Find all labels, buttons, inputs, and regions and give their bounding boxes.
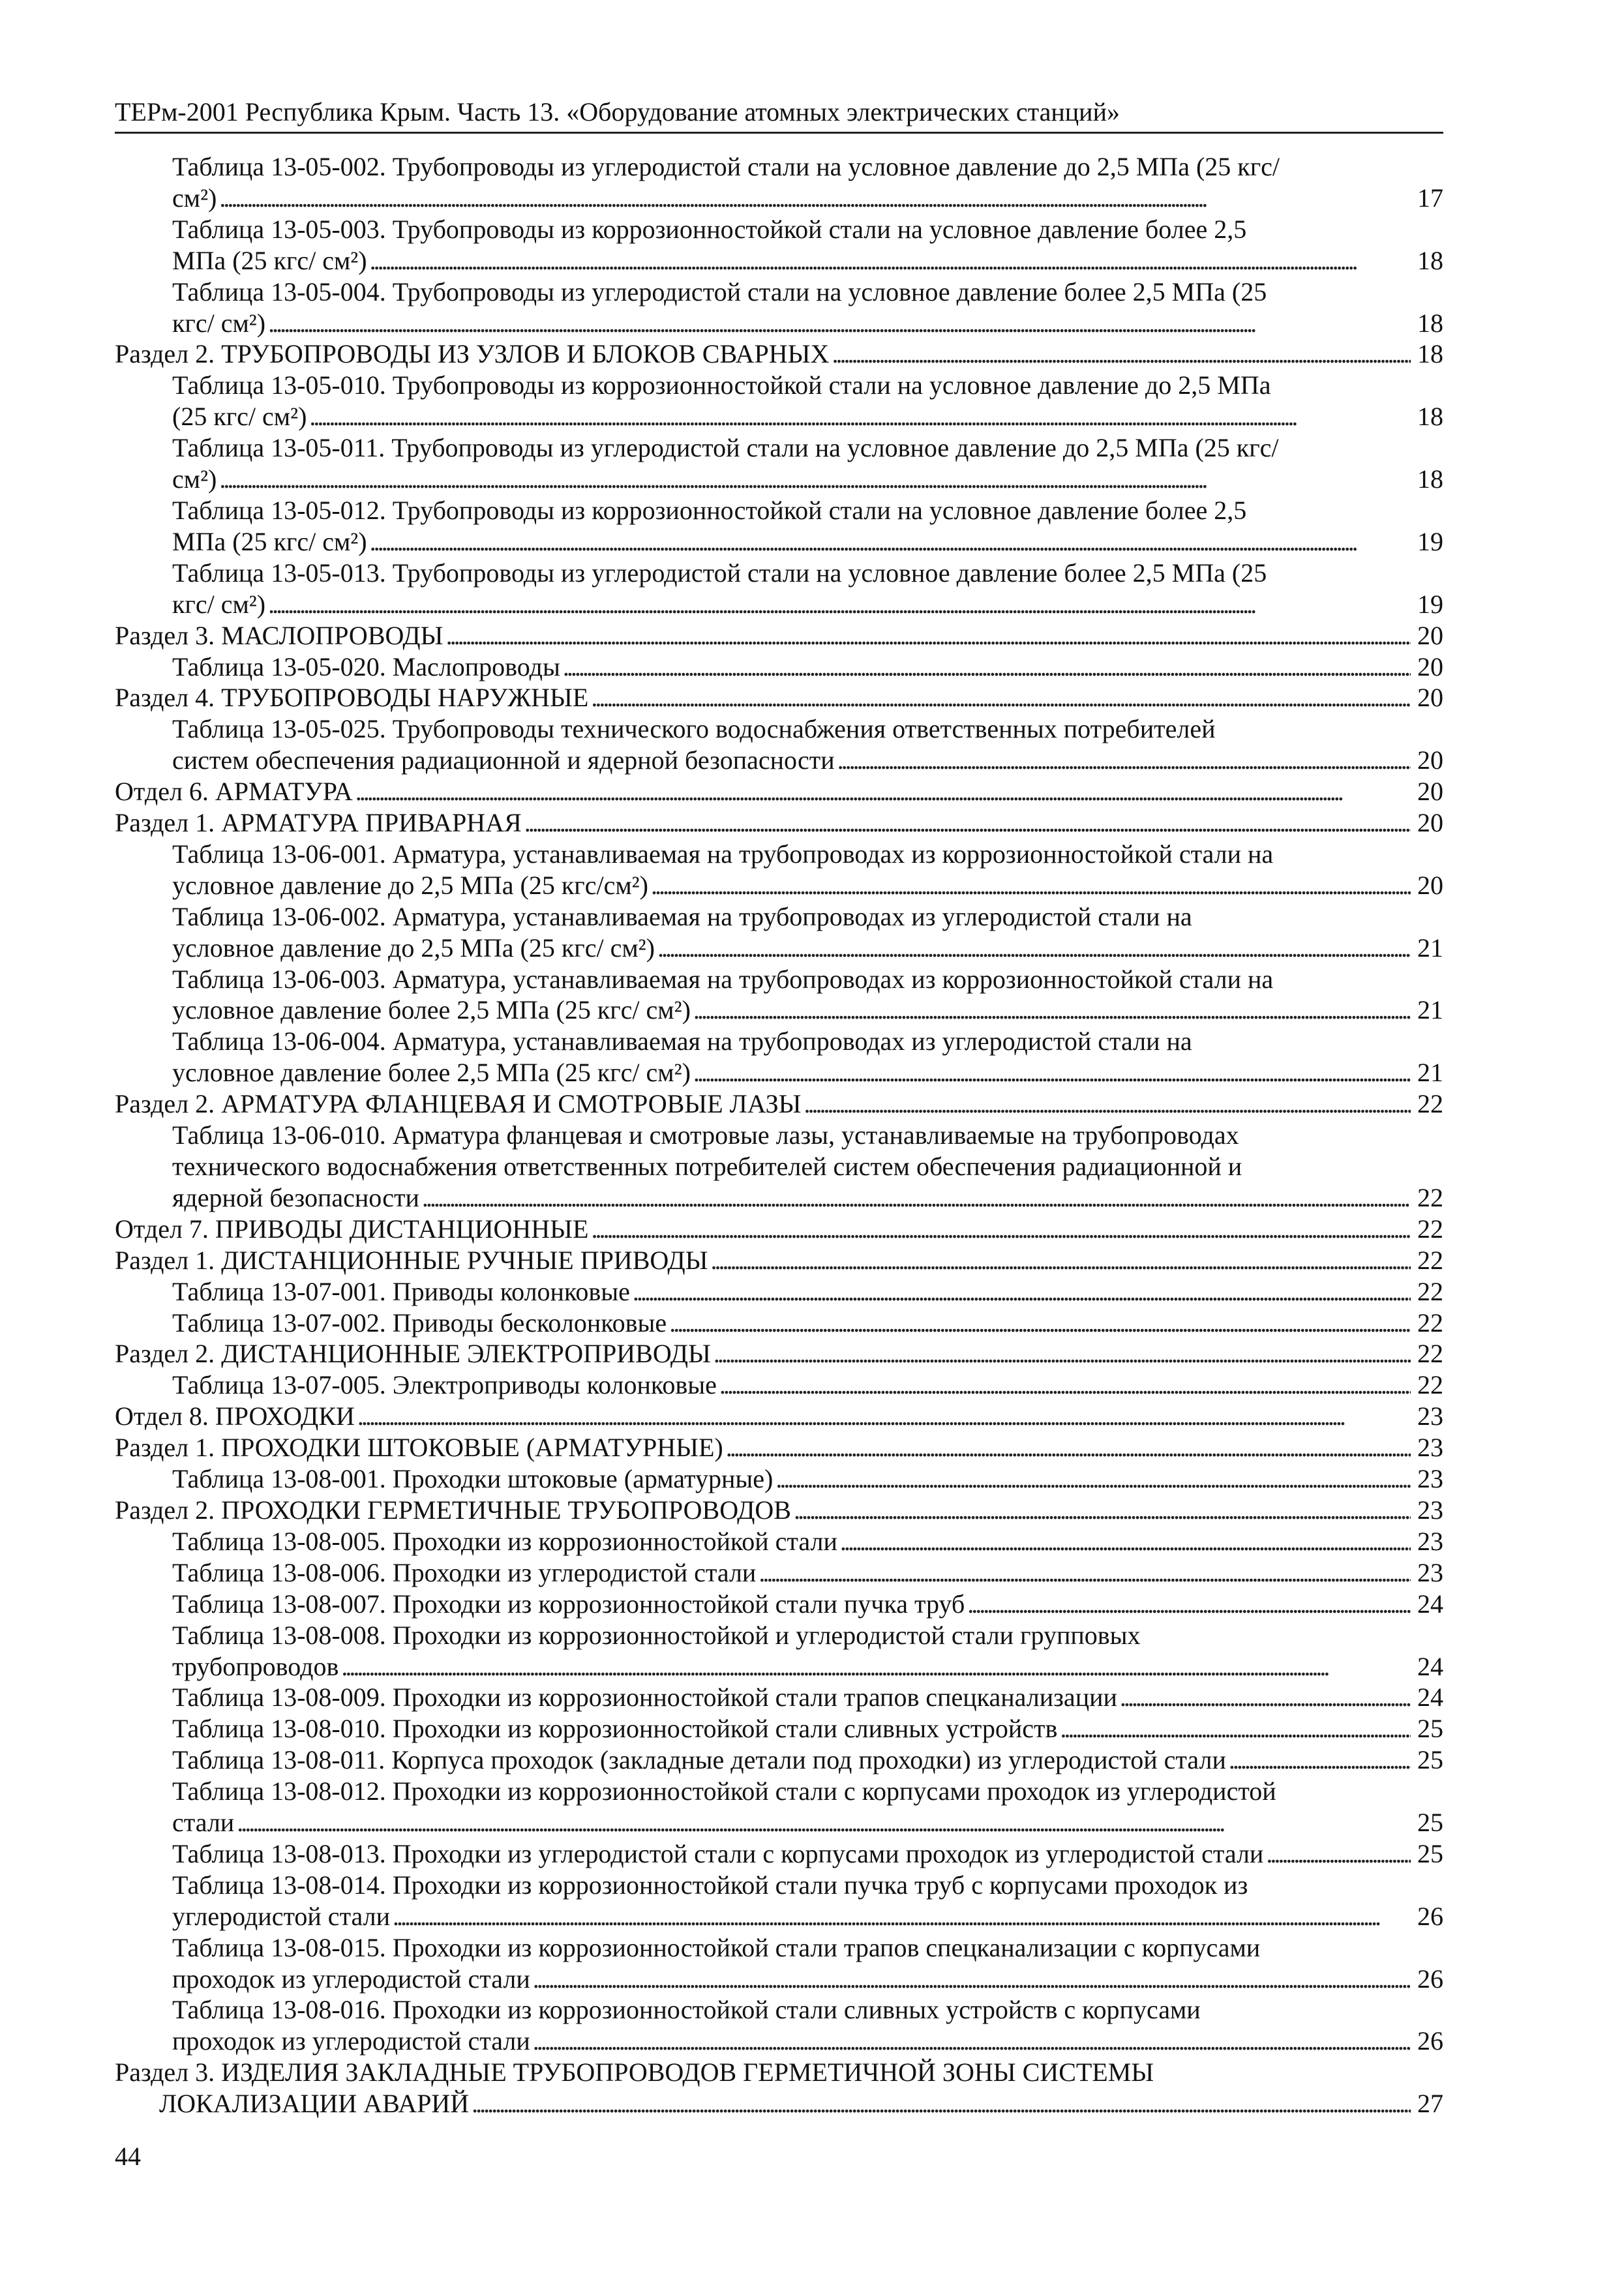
toc-page-number: 23 [1417,1526,1443,1556]
toc-table-entry[interactable] [172,1713,1443,1744]
toc-section-entry[interactable] [115,1432,1443,1463]
dot-leader [422,1182,1411,1214]
toc-section-entry[interactable] [115,620,1443,651]
dot-leader [775,1463,1411,1495]
toc-entry-title: Таблица 13-08-009. Проходки из коррозионностойкой стали трапов спецканализации [172,1683,1117,1713]
dot-leader [837,745,1411,776]
toc-entry-title-continued: см²) [172,183,217,213]
dot-leader [370,526,1411,558]
toc-entry-title: Таблица 13-08-005. Проходки из коррозионностойкой стали [172,1526,837,1556]
toc-section-entry[interactable] [115,2057,1443,2119]
toc-table-entry[interactable] [172,558,1443,620]
toc-entry-title: Таблица 13-05-002. Трубопроводы из углеродистой стали на условное давление до 2,5 МПа (25 кгс/ [172,152,1280,181]
dot-leader [657,933,1411,964]
dot-leader [472,2088,1411,2119]
toc-page-number: 22 [1417,1089,1443,1119]
toc-entry-title: Раздел 1. АРМАТУРА ПРИВАРНАЯ [115,808,522,838]
toc-entry-title-continued: МПа (25 кгс/ см²) [172,526,367,556]
toc-page-number: 21 [1417,995,1443,1025]
toc-entry-title-continued: проходок из углеродистой стали [172,2026,530,2056]
toc-page-number: 21 [1417,1058,1443,1088]
toc-table-entry[interactable] [172,1870,1443,1932]
toc-section-entry[interactable] [115,1338,1443,1369]
toc-entry-title: Раздел 1. ДИСТАНЦИОННЫЕ РУЧНЫЕ ПРИВОДЫ [115,1245,708,1275]
toc-table-entry[interactable] [172,1276,1443,1308]
toc-table-entry[interactable] [172,370,1443,432]
toc-table-entry[interactable] [172,651,1443,683]
toc-table-entry[interactable] [172,1120,1443,1214]
toc-table-entry[interactable] [172,277,1443,339]
dot-leader [651,870,1411,901]
toc-entry-title-continued: МПа (25 кгс/ см²) [172,245,367,275]
dot-leader [524,807,1411,839]
dot-leader [268,308,1411,339]
running-header: ТЕРм-2001 Республика Крым. Часть 13. «Оборудование атомных электрических станций» [115,97,1120,127]
dot-leader [219,183,1411,214]
toc-page-number: 25 [1417,1745,1443,1775]
toc-page-number: 20 [1417,683,1443,713]
toc-section-entry[interactable] [115,776,1443,807]
toc-entry-title-continued: условное давление более 2,5 МПа (25 кгс/ см²) [172,995,691,1025]
toc-entry-title: Таблица 13-08-013. Проходки из углеродистой стали с корпусами проходок из углеродистой стали [172,1838,1264,1868]
dot-leader [219,464,1411,495]
toc-page-number: 26 [1417,1901,1443,1931]
toc-table-entry[interactable] [172,1589,1443,1620]
toc-entry-title: Раздел 2. АРМАТУРА ФЛАНЦЕВАЯ И СМОТРОВЫЕ ЛАЗЫ [115,1089,802,1119]
toc-entry-title: Таблица 13-05-011. Трубопроводы из углеродистой стали на условное давление до 2,5 МПа (25 кгс/ [172,433,1279,463]
page-number: 44 [115,2142,141,2171]
toc-table-entry[interactable] [172,1776,1443,1838]
toc-entry-title-continued: условное давление более 2,5 МПа (25 кгс/ см²) [172,1058,691,1088]
dot-leader [633,1276,1411,1308]
toc-page-number: 22 [1417,1245,1443,1275]
toc-page-number: 22 [1417,1182,1443,1212]
toc-entry-title-continued: систем обеспечения радиационной и ядерной безопасности [172,745,835,775]
toc-table-entry[interactable] [172,1463,1443,1495]
dot-leader [967,1589,1411,1620]
toc-entry-title-continued: условное давление до 2,5 МПа (25 кгс/ см²) [172,933,655,963]
toc-page-number: 20 [1417,870,1443,900]
toc-section-entry[interactable] [115,807,1443,839]
toc-page-number: 21 [1417,933,1443,963]
toc-page-number: 26 [1417,1964,1443,1994]
dot-leader [237,1807,1411,1838]
toc-entry-title: Таблица 13-08-015. Проходки из коррозионностойкой стали трапов спецканализации с корпусами [172,1932,1261,1962]
toc-page-number: 18 [1417,339,1443,369]
toc-section-entry[interactable] [115,1245,1443,1276]
dot-leader [355,776,1411,807]
toc-page-number: 18 [1417,245,1443,275]
toc-entry-title-continued: условное давление до 2,5 МПа (25 кгс/см²) [172,870,648,900]
toc-page-number: 18 [1417,308,1443,338]
toc-page-number: 19 [1417,526,1443,556]
toc-entry-title: Раздел 4. ТРУБОПРОВОДЫ НАРУЖНЫЕ [115,683,589,713]
toc-entry-title: Таблица 13-08-011. Корпуса проходок (закладные детали под проходки) из углеродистой стали [172,1745,1226,1775]
toc-table-entry[interactable] [172,1308,1443,1339]
toc-table-entry[interactable] [172,901,1443,964]
toc-page-number: 18 [1417,402,1443,432]
toc-page-number: 22 [1417,1214,1443,1244]
toc-page-number: 23 [1417,1495,1443,1525]
toc-entry-title: Таблица 13-08-001. Проходки штоковые (арматурные) [172,1464,774,1494]
toc-page-number: 23 [1417,1433,1443,1463]
toc-entry-title: Таблица 13-05-013. Трубопроводы из углеродистой стали на условное давление более 2,5 МПа (25 [172,558,1267,588]
toc-page-number: 23 [1417,1557,1443,1587]
dot-leader [393,1901,1411,1932]
toc-entry-title: Отдел 7. ПРИВОДЫ ДИСТАНЦИОННЫЕ [115,1214,589,1244]
toc-entry-title: Раздел 1. ПРОХОДКИ ШТОКОВЫЕ (АРМАТУРНЫЕ) [115,1433,723,1463]
toc-entry-title: Таблица 13-07-002. Приводы бесколонковые [172,1308,667,1338]
toc-page-number: 22 [1417,1308,1443,1338]
toc-entry-title: Отдел 8. ПРОХОДКИ [115,1401,355,1431]
toc-page-number: 25 [1417,1838,1443,1868]
toc-page-number: 26 [1417,2026,1443,2056]
dot-leader [341,1651,1411,1683]
toc-entry-title: Таблица 13-05-010. Трубопроводы из коррозионностойкой стали на условное давление до 2,5 МПа [172,370,1271,400]
dot-leader [1229,1744,1411,1776]
toc-entry-title-continued: ядерной безопасности [172,1182,419,1212]
toc-page-number: 22 [1417,1370,1443,1400]
dot-leader [759,1557,1411,1589]
toc-entry-title-continued: проходок из углеродистой стали [172,1964,530,1994]
toc-table-entry[interactable] [172,1994,1443,2057]
toc-page-number: 17 [1417,183,1443,213]
toc-entry-title: Раздел 2. ПРОХОДКИ ГЕРМЕТИЧНЫЕ ТРУБОПРОВОДОВ [115,1495,791,1525]
toc-page-number: 25 [1417,1808,1443,1838]
toc-page-number: 27 [1417,2089,1443,2119]
toc-page-number: 22 [1417,1339,1443,1369]
dot-leader [840,1526,1411,1557]
toc-page-number: 20 [1417,777,1443,807]
toc-entry-title: Таблица 13-06-001. Арматура, устанавливаемая на трубопроводах из коррозионностойкой стали на [172,839,1274,869]
table-of-contents [115,151,1443,2119]
toc-entry-title-continued: технического водоснабжения ответственных потребителей систем обеспечения радиационной и [172,1152,1242,1181]
dot-leader [711,1245,1411,1276]
toc-page-number: 24 [1417,1683,1443,1713]
toc-table-entry[interactable] [172,1682,1443,1713]
toc-entry-title: Раздел 3. ИЗДЕЛИЯ ЗАКЛАДНЫЕ ТРУБОПРОВОДОВ ГЕРМЕТИЧНОЙ ЗОНЫ СИСТЕМЫ [115,2057,1154,2087]
toc-entry-title: Таблица 13-07-001. Приводы колонковые [172,1276,630,1306]
toc-table-entry[interactable] [172,1620,1443,1683]
toc-table-entry[interactable] [172,495,1443,558]
toc-entry-title-continued: стали [172,1808,235,1838]
toc-page-number: 19 [1417,589,1443,619]
toc-table-entry[interactable] [172,1369,1443,1401]
toc-page-number: 20 [1417,808,1443,838]
toc-entry-title: Таблица 13-08-010. Проходки из коррозионностойкой стали сливных устройств [172,1714,1058,1744]
toc-entry-title: Отдел 6. АРМАТУРА [115,777,353,807]
toc-entry-title: Таблица 13-08-014. Проходки из коррозионностойкой стали пучка труб с корпусами проходок из [172,1870,1248,1900]
dot-leader [794,1495,1411,1526]
toc-entry-title: Раздел 2. ДИСТАНЦИОННЫЕ ЭЛЕКТРОПРИВОДЫ [115,1339,711,1369]
dot-leader [832,338,1411,370]
dot-leader [714,1338,1411,1369]
dot-leader [591,1214,1411,1245]
toc-table-entry[interactable] [172,1838,1443,1870]
toc-entry-title: Таблица 13-05-012. Трубопроводы из коррозионностойкой стали на условное давление более 2,5 [172,495,1247,525]
toc-table-entry[interactable] [172,1526,1443,1557]
dot-leader [719,1369,1411,1401]
toc-page-number: 20 [1417,651,1443,681]
dot-leader [370,245,1411,277]
dot-leader [669,1308,1411,1339]
toc-entry-title-continued: (25 кгс/ см²) [172,402,307,432]
toc-table-entry[interactable] [172,1744,1443,1776]
toc-entry-title: Таблица 13-07-005. Электроприводы колонковые [172,1370,717,1400]
toc-page-number: 24 [1417,1651,1443,1681]
toc-table-entry[interactable] [172,713,1443,776]
toc-section-entry[interactable] [115,1214,1443,1245]
toc-entry-title: Таблица 13-05-004. Трубопроводы из углеродистой стали на условное давление более 2,5 МПа (25 [172,277,1267,307]
dot-leader [268,589,1411,620]
toc-section-entry[interactable] [115,338,1443,370]
toc-entry-title-continued: кгс/ см²) [172,589,266,619]
header-rule [115,132,1443,134]
toc-table-entry[interactable] [172,1932,1443,1995]
dot-leader [693,1057,1411,1088]
dot-leader [804,1088,1411,1120]
toc-section-entry[interactable] [115,1495,1443,1526]
toc-page-number: 24 [1417,1589,1443,1619]
dot-leader [563,651,1411,683]
toc-page-number: 23 [1417,1464,1443,1494]
toc-entry-title: Таблица 13-06-010. Арматура фланцевая и смотровые лазы, устанавливаемые на трубопроводах [172,1120,1239,1150]
toc-entry-title-continued: ЛОКАЛИЗАЦИИ АВАРИЙ [159,2089,470,2119]
dot-leader [1266,1838,1411,1870]
toc-page-number: 20 [1417,745,1443,775]
toc-table-entry[interactable] [172,432,1443,495]
dot-leader [591,682,1411,713]
toc-page-number: 25 [1417,1714,1443,1744]
toc-entry-title: Таблица 13-08-016. Проходки из коррозионностойкой стали сливных устройств с корпусами [172,1995,1201,2025]
toc-entry-title: Таблица 13-08-007. Проходки из коррозионностойкой стали пучка труб [172,1589,965,1619]
toc-table-entry[interactable] [172,1557,1443,1589]
dot-leader [309,401,1411,432]
toc-page-number: 22 [1417,1276,1443,1306]
toc-table-entry[interactable] [172,839,1443,901]
toc-entry-title: Таблица 13-05-003. Трубопроводы из коррозионностойкой стали на условное давление более 2,5 [172,214,1247,244]
toc-entry-title: Раздел 3. МАСЛОПРОВОДЫ [115,620,444,650]
toc-entry-title: Таблица 13-06-002. Арматура, устанавливаемая на трубопроводах из углеродистой стали на [172,901,1192,931]
dot-leader [357,1401,1411,1432]
toc-entry-title-continued: трубопроводов [172,1651,339,1681]
toc-table-entry[interactable] [172,1026,1443,1088]
toc-table-entry[interactable] [172,964,1443,1026]
toc-entry-title: Таблица 13-08-012. Проходки из коррозионностойкой стали с корпусами проходок из углеродистой [172,1776,1276,1806]
toc-page-number: 18 [1417,464,1443,494]
toc-section-entry[interactable] [115,1401,1443,1432]
toc-entry-title: Таблица 13-06-004. Арматура, устанавливаемая на трубопроводах из углеродистой стали на [172,1026,1192,1056]
toc-section-entry[interactable] [115,1088,1443,1120]
toc-entry-title-continued: см²) [172,464,217,494]
toc-entry-title: Таблица 13-05-020. Маслопроводы [172,651,560,681]
toc-page-number: 20 [1417,620,1443,650]
toc-page-number: 23 [1417,1401,1443,1431]
toc-entry-title: Таблица 13-06-003. Арматура, устанавливаемая на трубопроводах из коррозионностойкой стали на [172,964,1274,994]
dot-leader [1120,1682,1411,1713]
toc-entry-title-continued: кгс/ см²) [172,308,266,338]
toc-section-entry[interactable] [115,682,1443,713]
toc-table-entry[interactable] [172,151,1443,214]
dot-leader [533,2026,1411,2057]
dot-leader [1060,1713,1411,1744]
toc-entry-title: Раздел 2. ТРУБОПРОВОДЫ ИЗ УЗЛОВ И БЛОКОВ СВАРНЫХ [115,339,830,369]
dot-leader [446,620,1411,651]
dot-leader [726,1432,1411,1463]
toc-entry-title: Таблица 13-05-025. Трубопроводы технического водоснабжения ответственных потребителей [172,714,1216,744]
toc-table-entry[interactable] [172,214,1443,277]
toc-entry-title-continued: углеродистой стали [172,1901,391,1931]
toc-entry-title: Таблица 13-08-006. Проходки из углеродистой стали [172,1557,757,1587]
dot-leader [533,1964,1411,1995]
dot-leader [693,995,1411,1026]
toc-entry-title: Таблица 13-08-008. Проходки из коррозионностойкой и углеродистой стали групповых [172,1620,1141,1650]
